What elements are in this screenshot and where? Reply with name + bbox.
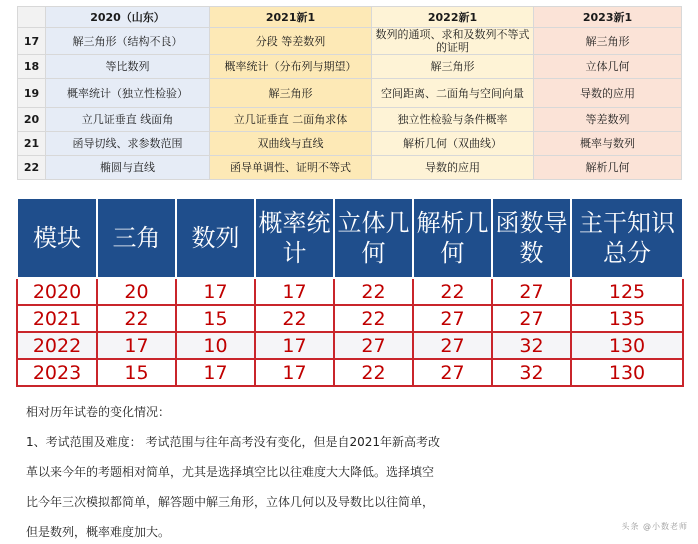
score-cell: 27 — [492, 305, 571, 332]
score-cell: 27 — [413, 359, 492, 386]
score-cell: 27 — [413, 305, 492, 332]
year-cell: 2023 — [17, 359, 97, 386]
table-row — [17, 332, 683, 359]
notes-line: 比今年三次模拟都简单，解答题中解三角形，立体几何以及导数比以往简单， — [26, 495, 435, 509]
header-trig: 三角 — [97, 198, 176, 278]
header-module: 模块 — [17, 198, 97, 278]
header-2021: 2021新1 — [210, 7, 372, 28]
cell-2023: 概率与数列 — [534, 132, 682, 156]
cell-2020: 等比数列 — [46, 55, 210, 79]
score-cell: 17 — [255, 278, 334, 305]
table-row — [18, 55, 682, 79]
table-row — [18, 108, 682, 132]
question-number: 21 — [18, 132, 46, 156]
table-row — [17, 359, 683, 386]
score-distribution-table — [16, 197, 684, 387]
cell-2022: 独立性检验与条件概率 — [372, 108, 534, 132]
notes-line: 革以来今年的考题相对简单，尤其是选择填空比以往难度大大降低。选择填空 — [26, 465, 435, 479]
score-cell: 17 — [255, 359, 334, 386]
header-2022: 2022新1 — [372, 7, 534, 28]
notes-line: 1、考试范围及难度： 考试范围与往年高考没有变化，但是自2021年新高考改 — [26, 435, 440, 449]
table-row — [17, 305, 683, 332]
cell-2021: 双曲线与直线 — [210, 132, 372, 156]
cell-2023: 导数的应用 — [534, 79, 682, 108]
total-cell: 125 — [571, 278, 683, 305]
year-cell: 2021 — [17, 305, 97, 332]
score-cell: 17 — [176, 359, 255, 386]
cell-2022: 数列的通项、求和及数列不等式的证明 — [372, 28, 534, 55]
score-cell: 27 — [492, 278, 571, 305]
cell-2022: 空间距离、二面角与空间向量 — [372, 79, 534, 108]
table-row — [17, 278, 683, 305]
question-number: 20 — [18, 108, 46, 132]
notes-title: 相对历年试卷的变化情况： — [26, 405, 171, 419]
exam-topics-header-row — [18, 7, 682, 28]
score-cell: 22 — [255, 305, 334, 332]
score-cell: 22 — [334, 278, 413, 305]
cell-2022: 解三角形 — [372, 55, 534, 79]
cell-2020: 椭圆与直线 — [46, 156, 210, 180]
score-cell: 22 — [334, 359, 413, 386]
cell-2021: 概率统计（分布列与期望） — [210, 55, 372, 79]
score-cell: 17 — [255, 332, 334, 359]
score-cell: 17 — [176, 278, 255, 305]
header-probability: 概率统计 — [255, 198, 334, 278]
cell-2020: 立几证垂直 线面角 — [46, 108, 210, 132]
cell-2023: 立体几何 — [534, 55, 682, 79]
table-row — [18, 79, 682, 108]
cell-2022: 解析几何（双曲线） — [372, 132, 534, 156]
question-number: 17 — [18, 28, 46, 55]
year-cell: 2020 — [17, 278, 97, 305]
score-cell: 22 — [334, 305, 413, 332]
total-cell: 130 — [571, 359, 683, 386]
question-number: 22 — [18, 156, 46, 180]
score-cell: 27 — [413, 332, 492, 359]
cell-2020: 解三角形（结构不良） — [46, 28, 210, 55]
watermark: 头条 @小数老师 — [621, 522, 688, 531]
cell-2020: 概率统计（独立性检验） — [46, 79, 210, 108]
cell-2023: 解析几何 — [534, 156, 682, 180]
header-2020: 2020（山东） — [46, 7, 210, 28]
score-cell: 20 — [97, 278, 176, 305]
cell-2021: 分段 等差数列 — [210, 28, 372, 55]
score-cell: 15 — [97, 359, 176, 386]
table-row — [18, 28, 682, 55]
table-row — [18, 156, 682, 180]
score-cell: 32 — [492, 332, 571, 359]
header-solid-geometry: 立体几何 — [334, 198, 413, 278]
score-cell: 22 — [97, 305, 176, 332]
cell-2020: 函导切线、求参数范围 — [46, 132, 210, 156]
header-blank — [18, 7, 46, 28]
change-notes — [26, 404, 676, 544]
year-cell: 2022 — [17, 332, 97, 359]
header-sequence: 数列 — [176, 198, 255, 278]
exam-topics-table — [17, 6, 682, 180]
total-cell: 135 — [571, 305, 683, 332]
cell-2023: 解三角形 — [534, 28, 682, 55]
score-cell: 10 — [176, 332, 255, 359]
cell-2021: 解三角形 — [210, 79, 372, 108]
cell-2023: 等差数列 — [534, 108, 682, 132]
score-cell: 17 — [97, 332, 176, 359]
cell-2021: 立几证垂直 二面角求体 — [210, 108, 372, 132]
header-2023: 2023新1 — [534, 7, 682, 28]
header-analytic-geometry: 解析几何 — [413, 198, 492, 278]
notes-line: 但是数列，概率难度加大。 — [26, 525, 171, 539]
score-header-row — [17, 198, 683, 278]
header-total: 主干知识总分 — [571, 198, 683, 278]
table-row — [18, 132, 682, 156]
score-cell: 27 — [334, 332, 413, 359]
score-cell: 32 — [492, 359, 571, 386]
total-cell: 130 — [571, 332, 683, 359]
score-cell: 15 — [176, 305, 255, 332]
cell-2022: 导数的应用 — [372, 156, 534, 180]
cell-2021: 函导单调性、证明不等式 — [210, 156, 372, 180]
question-number: 18 — [18, 55, 46, 79]
score-cell: 22 — [413, 278, 492, 305]
question-number: 19 — [18, 79, 46, 108]
header-function-derivative: 函数导数 — [492, 198, 571, 278]
